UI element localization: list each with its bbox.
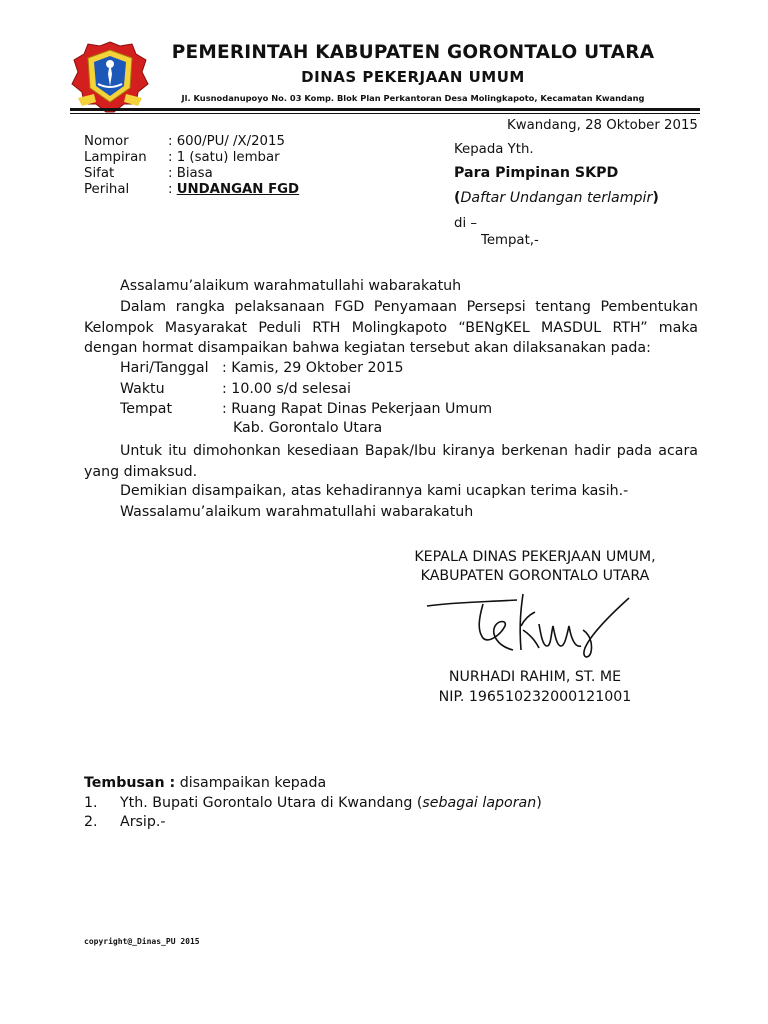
- recipient-note-text: Daftar Undangan terlampir: [460, 190, 653, 206]
- detail-value-tempat: : Ruang Rapat Dinas Pekerjaan Umum: [222, 401, 493, 417]
- signatory-title-2: KABUPATEN GORONTALO UTARA: [420, 568, 650, 584]
- signatory-nip: NIP. 196510232000121001: [438, 689, 632, 705]
- tembusan-item-2-number: 2.: [84, 814, 98, 830]
- body-paragraph-intro: Dalam rangka pelaksanaan FGD Penyamaan Persepsi tentang Pembentukan Kelompok Masyarakat Peduli RTH Molingkapoto “BENgKEL MASDUL RTH” maka dengan hormat disampaikan bahwa kegiatan tersebut akan dilaksanakan pada:: [84, 299, 698, 356]
- tembusan-heading: [84, 774, 326, 792]
- tembusan-heading-rest: disampaikan kepada: [175, 775, 327, 791]
- closing-greeting: Wassalamu’alaikum warahmatullahi wabarakatuh: [120, 504, 474, 520]
- recipient-note-open: (: [454, 190, 461, 206]
- recipient-salutation: Kepada Yth.: [454, 142, 534, 157]
- recipient-tempat: Tempat,-: [481, 233, 539, 248]
- perihal-subject: UNDANGAN FGD: [176, 182, 300, 197]
- meta-label-lampiran: Lampiran: [84, 150, 147, 165]
- letterhead-divider-thin: [70, 113, 700, 114]
- copyright-footer: copyright@_Dinas_PU 2015: [84, 937, 200, 946]
- body-paragraph-closing: Demikian disampaikan, atas kehadirannya kami ucapkan terima kasih.-: [120, 483, 629, 499]
- tembusan-item-2-text: Arsip.-: [120, 814, 166, 830]
- recipient-note: [454, 189, 659, 207]
- detail-label-waktu: Waktu: [120, 381, 165, 397]
- tembusan-item-1: [120, 794, 542, 812]
- recipient-di: di –: [454, 216, 478, 231]
- detail-value-waktu: : 10.00 s/d selesai: [222, 381, 351, 397]
- meta-value-nomor: : 600/PU/ /X/2015: [168, 134, 285, 149]
- meta-value-sifat: : Biasa: [168, 166, 213, 181]
- meta-value-lampiran: : 1 (satu) lembar: [168, 150, 280, 165]
- meta-label-nomor: Nomor: [84, 134, 129, 149]
- detail-label-tempat: Tempat: [120, 401, 173, 417]
- letterhead-department-name: DINAS PEKERJAAN UMUM: [301, 68, 525, 86]
- detail-value-tempat-line2: Kab. Gorontalo Utara: [233, 420, 383, 436]
- signatory-title-1: KEPALA DINAS PEKERJAAN UMUM,: [414, 549, 656, 565]
- greeting: Assalamu’alaikum warahmatullahi wabarakatuh: [120, 278, 462, 294]
- perihal-colon: :: [168, 182, 177, 197]
- meta-label-sifat: Sifat: [84, 166, 115, 181]
- letterhead-government-name: PEMERINTAH KABUPATEN GORONTALO UTARA: [171, 42, 655, 63]
- body-paragraph-request: Untuk itu dimohonkan kesediaan Bapak/Ibu kiranya berkenan hadir pada acara yang dimaksud.: [84, 443, 698, 480]
- recipient-note-close: ): [652, 190, 659, 206]
- place-date: Kwandang, 28 Oktober 2015: [507, 118, 698, 133]
- signatory-name: NURHADI RAHIM, ST. ME: [448, 669, 622, 685]
- handwritten-signature-icon: [425, 590, 635, 662]
- meta-label-perihal: Perihal: [84, 182, 130, 197]
- tembusan-item-1-text: Yth. Bupati Gorontalo Utara di Kwandang (: [120, 795, 423, 811]
- kabupaten-emblem-icon: [70, 40, 150, 114]
- tembusan-item-1-number: 1.: [84, 795, 98, 811]
- recipient-name: Para Pimpinan SKPD: [454, 165, 619, 181]
- tembusan-label: Tembusan :: [84, 775, 176, 791]
- meta-value-perihal: [168, 182, 299, 198]
- letterhead-address: Jl. Kusnodanupoyo No. 03 Komp. Blok Plan Perkantoran Desa Molingkapoto, Kecamatan Kwandang: [181, 93, 645, 103]
- detail-label-hari-tanggal: Hari/Tanggal: [120, 360, 209, 376]
- detail-value-hari-tanggal: : Kamis, 29 Oktober 2015: [222, 360, 404, 376]
- letterhead-divider-thick: [70, 108, 700, 111]
- tembusan-item-1-italic: sebagai laporan: [422, 795, 537, 811]
- tembusan-item-1-end: ): [536, 795, 542, 811]
